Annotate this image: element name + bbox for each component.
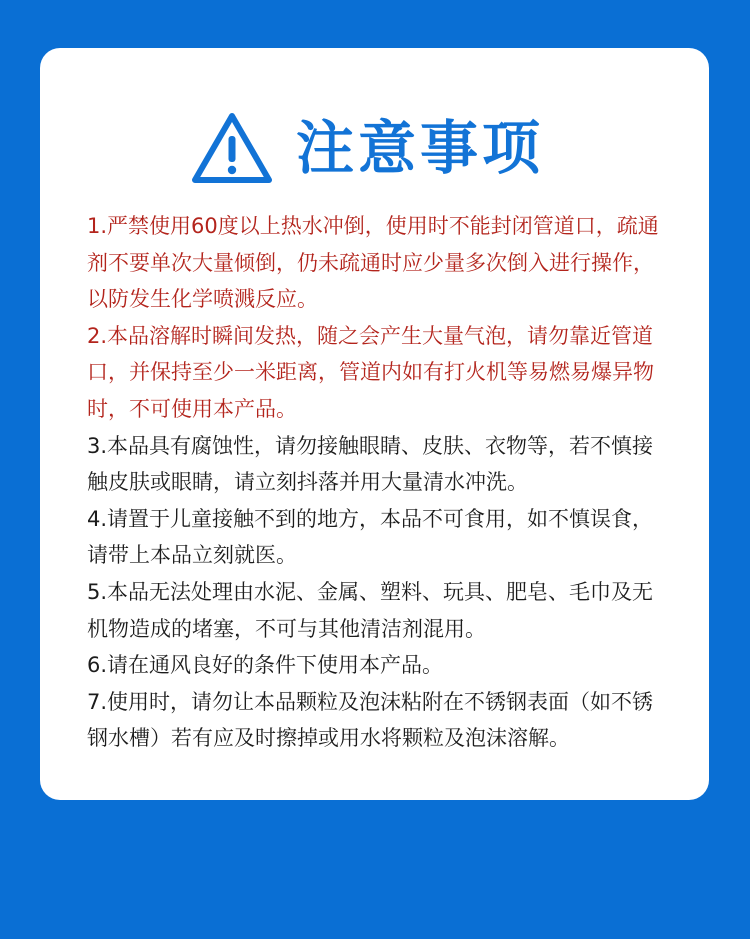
notice-item-2: 2.本品溶解时瞬间发热，随之会产生大量气泡，请勿靠近管道口，并保持至少一米距离，管道内如有打火机等易燃易爆异物时，不可使用本产品。 bbox=[87, 323, 654, 421]
notice-heading bbox=[190, 98, 544, 198]
notice-title: 注意事项 bbox=[296, 114, 545, 182]
notice-item-5: 5.本品无法处理由水泥、金属、塑料、玩具、肥皂、毛巾及无机物造成的堵塞，不可与其他清洁剂混用。 bbox=[87, 579, 654, 641]
notice-item-1: 1.严禁使用60度以上热水冲倒，使用时不能封闭管道口，疏通剂不要单次大量倾倒，仍未疏通时应少量多次倒入进行操作，以防发生化学喷溅反应。 bbox=[87, 214, 659, 312]
warning-triangle-icon bbox=[190, 110, 274, 186]
notice-item-4: 4.请置于儿童接触不到的地方，本品不可食用，如不慎误食，请带上本品立刻就医。 bbox=[87, 506, 654, 568]
notice-item-3: 3.本品具有腐蚀性，请勿接触眼睛、皮肤、衣物等，若不慎接触皮肤或眼睛，请立刻抖落并用大量清水冲洗。 bbox=[87, 433, 654, 495]
notice-item-7: 7.使用时，请勿让本品颗粒及泡沫粘附在不锈钢表面（如不锈钢水槽）若有应及时擦掉或用水将颗粒及泡沫溶解。 bbox=[87, 689, 654, 751]
notice-list bbox=[87, 208, 672, 757]
notice-card bbox=[40, 48, 709, 800]
notice-item-6: 6.请在通风良好的条件下使用本产品。 bbox=[87, 653, 444, 678]
